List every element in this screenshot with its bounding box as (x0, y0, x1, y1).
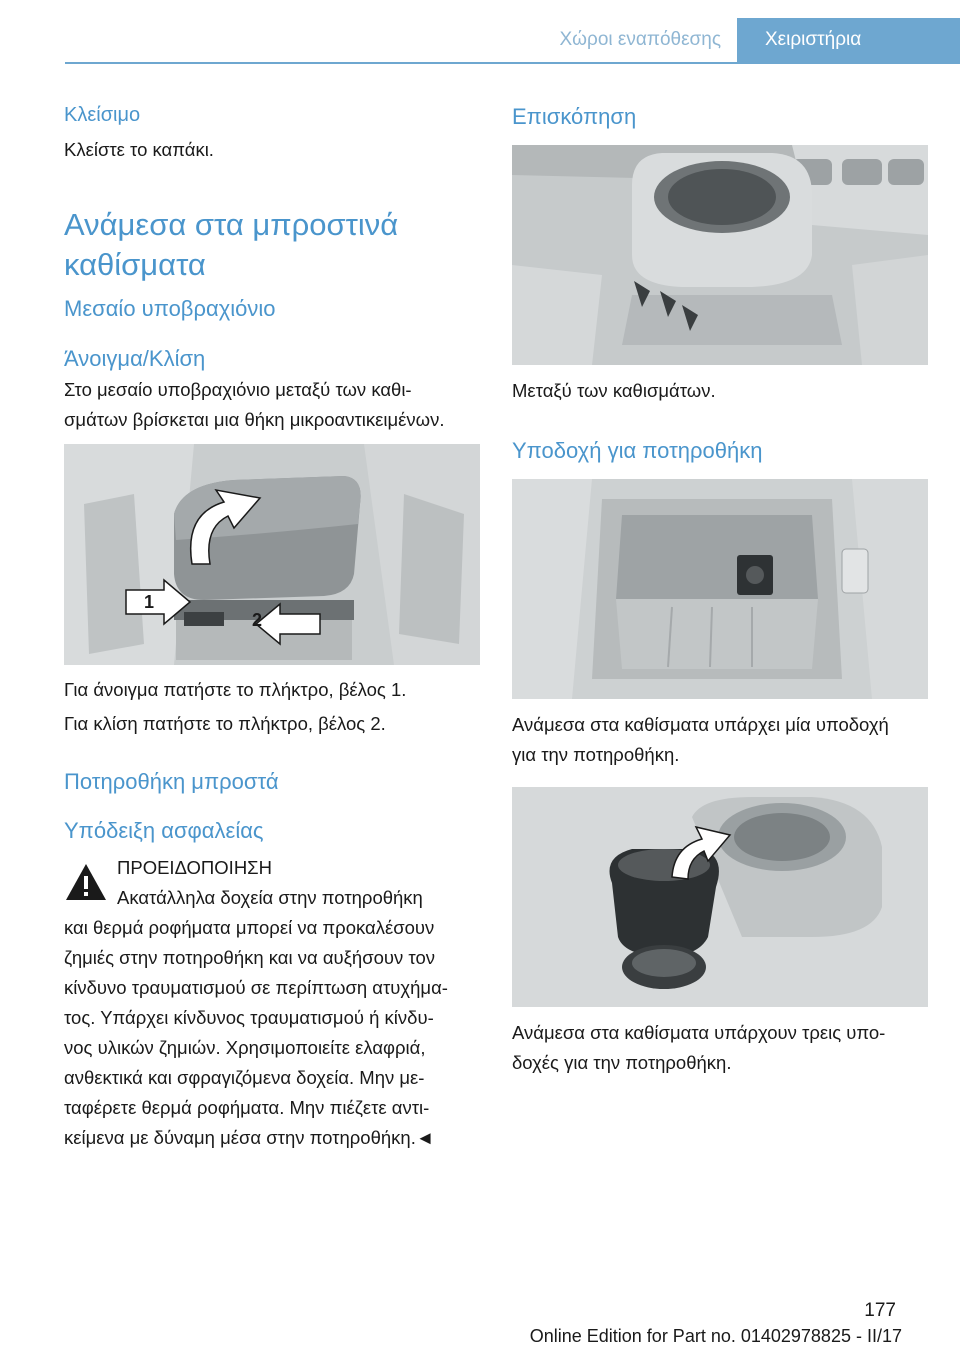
armrest-text-line2: σμάτων βρίσκεται μια θήκη μικροαντικειμένων. (64, 409, 445, 430)
warning-line: τος. Υπάρχει κίνδυνος τραυματισμού ή κίνδυ- (64, 1007, 434, 1028)
armrest-heading: Μεσαίο υποβραχιόνιο (64, 296, 276, 321)
safety-heading: Υπόδειξη ασφαλείας (64, 818, 264, 843)
closing-text: Κλείστε το καπάκι. (64, 139, 214, 160)
holder-image (512, 479, 928, 699)
arrow-1-label: 1 (144, 592, 155, 612)
three-holders-image (512, 787, 928, 1007)
footer-edition: Online Edition for Part no. 01402978825 - II/17 (529, 1326, 902, 1346)
closing-heading: Κλείσιμο (64, 104, 141, 126)
arrow-2-label: 2 (252, 610, 263, 630)
header-rule (65, 62, 960, 64)
open-close-heading: Άνοιγμα/Κλίση (64, 346, 206, 371)
main-heading-line2: καθίσματα (64, 247, 206, 282)
warning-label: ΠΡΟΕΙΔΟΠΟΙΗΣΗ (117, 857, 272, 878)
header-chapter-label: Χειριστήρια (765, 29, 862, 50)
three-holders-text-line1: Ανάμεσα στα καθίσματα υπάρχουν τρεις υπο- (512, 1022, 886, 1043)
warning-line: Ακατάλληλα δοχεία στην ποτηροθήκη (117, 887, 423, 908)
holder-text-line2: για την ποτηροθήκη. (512, 744, 680, 765)
warning-line: ταφέρετε θερμά ροφήματα. Μην πιέζετε αντι- (64, 1097, 430, 1118)
header-section-tab[interactable] (497, 18, 735, 62)
front-cupholder-heading: Ποτηροθήκη μπροστά (64, 769, 279, 794)
three-holders-text-line2: δοχές για την ποτηροθήκη. (512, 1052, 732, 1073)
holder-text-line1: Ανάμεσα στα καθίσματα υπάρχει μία υποδοχή (512, 714, 889, 735)
warning-icon (64, 862, 108, 902)
overview-heading: Επισκόπηση (512, 104, 637, 129)
warning-line: ζημιές στην ποτηροθήκη και να αυξήσουν τον (64, 947, 436, 968)
main-heading-line1: Ανάμεσα στα μπροστινά (64, 207, 399, 242)
header-chapter-tab[interactable] (737, 18, 960, 62)
overview-image (512, 145, 928, 365)
overview-text: Μεταξύ των καθισμάτων. (512, 380, 716, 401)
warning-line: νος υλικών ζημιών. Χρησιμοποιείτε ελαφριά, (64, 1037, 426, 1058)
warning-line: κείμενα με δύναμη μέσα στην ποτηροθήκη.◄ (64, 1127, 435, 1148)
page-number: 177 (864, 1300, 896, 1321)
warning-line: και θερμά ροφήματα μπορεί να προκαλέσουν (64, 917, 435, 938)
open-instruction: Για άνοιγμα πατήστε το πλήκτρο, βέλος 1. (64, 679, 407, 700)
armrest-text-line1: Στο μεσαίο υποβραχιόνιο μεταξύ των καθι- (64, 379, 412, 400)
header-section-label: Χώροι εναπόθεσης (559, 29, 721, 50)
warning-line: κίνδυνο τραυματισμού σε περίπτωση ατυχήμα- (64, 977, 448, 998)
close-instruction: Για κλίση πατήστε το πλήκτρο, βέλος 2. (64, 713, 386, 734)
holder-heading: Υποδοχή για ποτηροθήκη (512, 438, 763, 463)
warning-line: ανθεκτικά και σφραγιζόμενα δοχεία. Μην με- (64, 1067, 425, 1088)
armrest-image (64, 444, 480, 665)
